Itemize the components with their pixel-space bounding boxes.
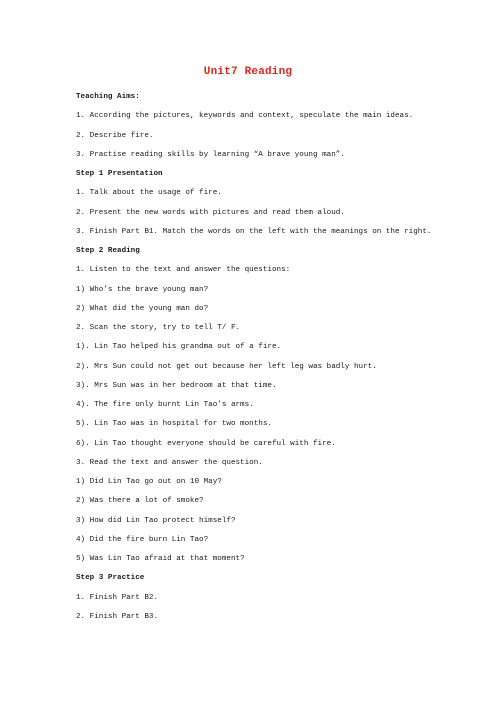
text-line: 3) How did Lin Tao protect himself? bbox=[76, 516, 236, 525]
document-title: Unit7 Reading bbox=[203, 66, 293, 78]
text-line: 5) Was Lin Tao afraid at that moment? bbox=[76, 555, 245, 563]
text-line: 6). Lin Tao thought everyone should be careful with fire. bbox=[76, 439, 336, 448]
section-heading: Step 1 Presentation bbox=[76, 170, 163, 178]
text-line: 3. Practise reading skills by learning “A brave young man”. bbox=[76, 150, 345, 159]
text-line: 1) Who’s the brave young man? bbox=[76, 285, 209, 294]
text-line: 2). Mrs Sun could not get out because her left leg was badly hurt. bbox=[76, 362, 377, 371]
text-line: 2. Scan the story, try to tell T/ F. bbox=[76, 324, 241, 332]
text-line: 5). Lin Tao was in hospital for two months. bbox=[76, 420, 272, 429]
text-line: 1. Listen to the text and answer the questions: bbox=[76, 266, 291, 275]
text-line: 3. Finish Part B1. Match the words on the left with the meanings on the right. bbox=[76, 227, 432, 236]
text-line: 1. Talk about the usage of fire. bbox=[76, 189, 222, 198]
text-line: 1) Did Lin Tao go out on 10 May? bbox=[76, 478, 222, 486]
text-line: 4). The fire only burnt Lin Tao’s arms. bbox=[76, 401, 254, 409]
text-line: 2) Was there a lot of smoke? bbox=[76, 497, 204, 506]
text-line: 1. Finish Part B2. bbox=[76, 593, 159, 602]
section-heading: Teaching Aims: bbox=[76, 93, 140, 101]
text-line: 1. According the pictures, keywords and context, speculate the main ideas. bbox=[76, 112, 414, 121]
text-line: 4) Did the fire burn Lin Tao? bbox=[76, 535, 209, 544]
document-body bbox=[76, 93, 436, 632]
text-line: 2. Describe fire. bbox=[76, 131, 154, 140]
text-line: 3). Mrs Sun was in her bedroom at that time. bbox=[76, 381, 277, 390]
text-line: 3. Read the text and answer the question. bbox=[76, 458, 263, 467]
section-heading: Step 3 Practice bbox=[76, 574, 145, 583]
text-line: 1). Lin Tao helped his grandma out of a fire. bbox=[76, 343, 282, 352]
text-line: 2. Present the new words with pictures and read them aloud. bbox=[76, 208, 345, 217]
text-line: 2. Finish Part B3. bbox=[76, 612, 159, 621]
text-line: 2) What did the young man do? bbox=[76, 304, 209, 313]
section-heading: Step 2 Reading bbox=[76, 247, 140, 255]
